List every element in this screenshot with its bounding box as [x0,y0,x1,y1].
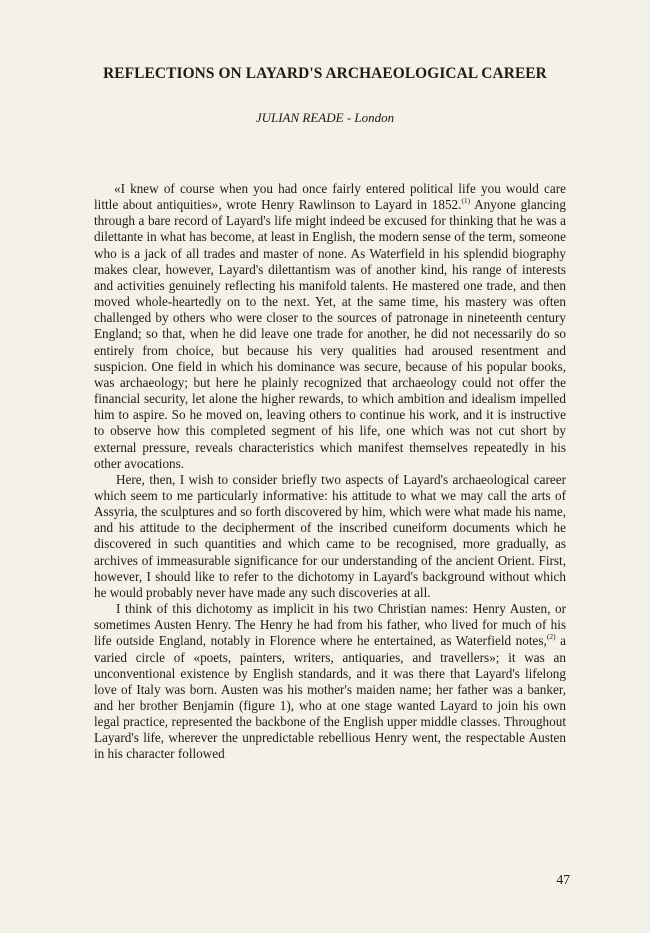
paragraph-text: «I knew of course when you had once fairly entered political life you would care little about antiquities», wrote Henry Rawlinson to Layard in 1852. [94,181,566,213]
paragraph-text: a varied circle of «poets, painters, writers, antiquaries, and travellers»; it was an unconventional existence by English standards, and it was there that Layard's lifelong love of Italy was born. Austen was his mother's maiden name; her father was a banker, and her brother Benjamin (figure 1), who at one stage wanted Layard to join his own legal practice, represented the backbone of the English upper middle classes. Throughout Layard's life, wherever the unpredictable rebellious Henry went, the respectable Austen in his character followed [94,633,566,762]
paragraph-text: I think of this dichotomy as implicit in his two Christian names: Henry Austen, or sometimes Austen Henry. The Henry he had from his father, who lived for much of his life outside England, notably in Florence where he entertained, as Waterfield notes, [94,601,566,649]
article-body [94,181,566,763]
paragraph-3 [94,601,566,763]
author-byline: JULIAN READE - London [255,110,395,125]
paragraph-text: Here, then, I wish to consider briefly two aspects of Layard's archaeological career which seem to me particularly informative: his attitude to what we may call the arts of Assyria, the sculptures and so forth discovered by him, which were what made his name, and his attitude to the decipherment of the inscribed cuneiform documents which he discovered in such quantities and which came to be recognised, more gradually, as archives of immeasurable significance for our understanding of the ancient Orient. First, however, I should like to refer to the dichotomy in Layard's background without which he would probably never have made any such discoveries at all. [94,471,566,600]
footnote-marker: (2) [546,632,556,642]
article-title: REFLECTIONS ON LAYARD'S ARCHAEOLOGICAL CAREER [103,65,547,82]
paragraph-2 [94,472,566,601]
paragraph-text: Anyone glancing through a bare record of Layard's life might indeed be excused for thinking that he was a dilettante in what has become, at least in English, the modern sense of the term, someone who is a jack of all trades and master of none. As Waterfield in his splendid biography makes clear, however, Layard's dilettantism was of another kind, his range of interests and activities genuinely reflecting his manifold talents. He mastered one trade, and then moved whole-heartedly on to the next. Yet, at the same time, his mastery was often challenged by others who were closer to the sources of patronage in nineteenth century England; so that, when he did leave one trade for another, he did not necessarily do so entirely from choice, but because his very qualities had aroused resentment and suspicion. One field in which his dominance was secure, because of his popular books, was archaeology; but here he plainly recognized that archaeology could not offer the financial security, let alone the higher rewards, to which ambition and idealism impelled him to aspire. So he moved on, leaving others to continue his work, and it is instructive to observe how this completed segment of his life, one which was not cut short by external pressure, reveals characteristics which manifest themselves repeatedly in his other avocations. [94,197,566,471]
footnote-marker: (1) [461,196,471,206]
paragraph-1 [94,181,566,472]
page-number: 47 [556,872,570,887]
